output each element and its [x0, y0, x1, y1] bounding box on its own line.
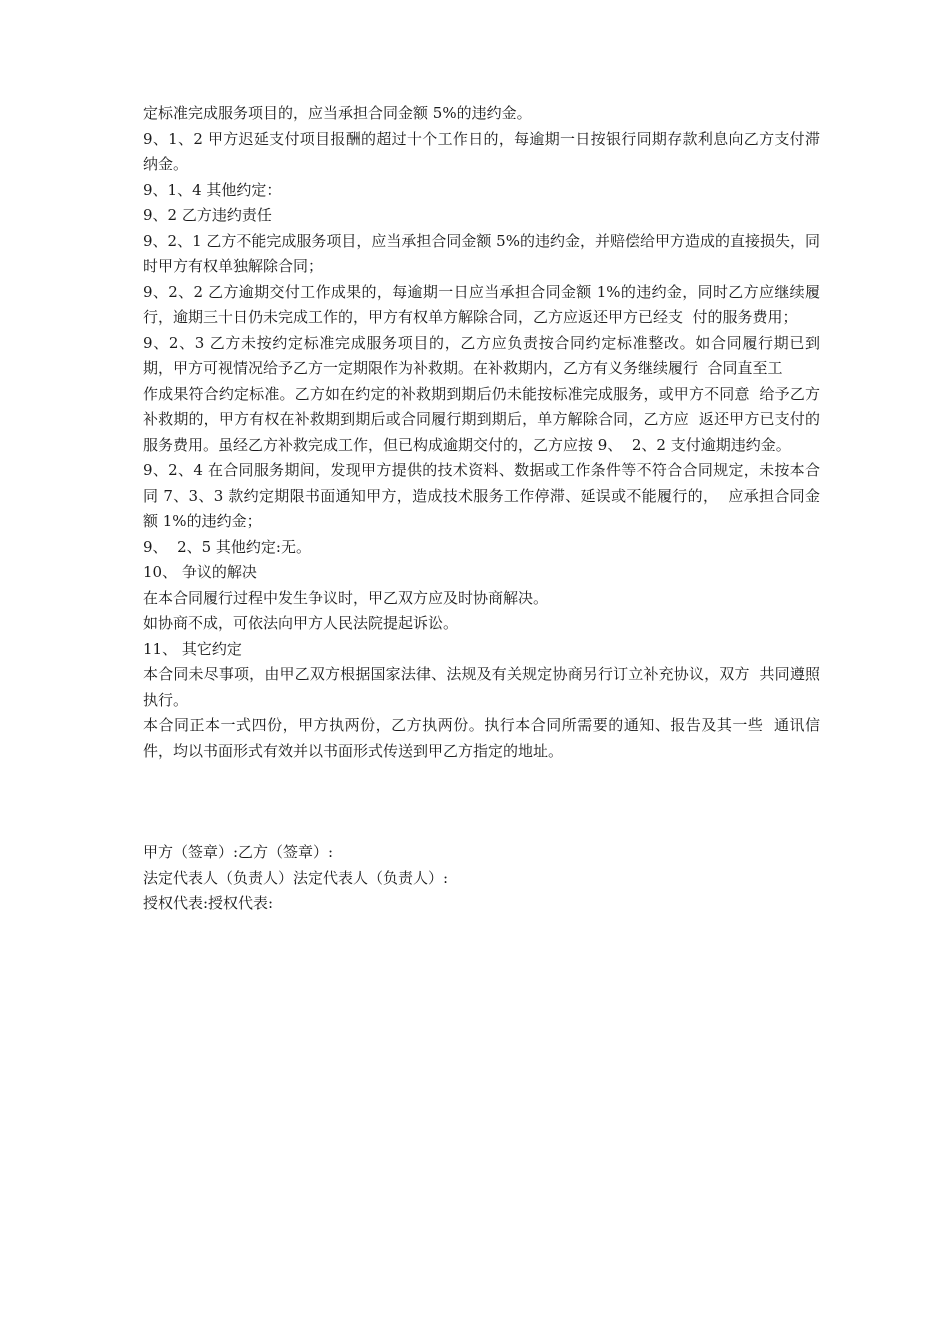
paragraph-11-2: 本合同正本一式四份，甲方执两份，乙方执两份。执行本合同所需要的通知、报告及其一些 通讯信件，均以书面形式有效并以书面形式传送到甲乙方指定的地址。 — [143, 716, 820, 760]
paragraph-9-1-1-tail: 定标准完成服务项目的，应当承担合同金额 5%的违约金。 — [143, 104, 532, 122]
paragraph-9-2-3-continued: 作成果符合约定标准。乙方如在约定的补救期到期后仍未能按标准完成服务，或甲方不同意 给予乙方补救期的，甲方有权在补救期到期后或合同履行期到期后，单方解除合同，乙方应 返还甲方已支付的服务费用。虽经乙方补救完成工作，但已构成逾期交付的，乙方应按 9、 2、2 支付逾期违约金。 — [143, 384, 820, 454]
blank-space — [143, 764, 820, 840]
paragraph-9-1-2: 9、1、2 甲方迟延支付项目报酬的超过十个工作日的，每逾期一日按银行同期存款利息向乙方支付滞纳金。 — [143, 129, 820, 173]
signature-block — [143, 840, 820, 917]
paragraph-9-2-2: 9、2、2 乙方逾期交付工作成果的，每逾期一日应当承担合同金额 1%的违约金，同时乙方应继续履行，逾期三十日仍未完成工作的，甲方有权单方解除合同，乙方应返还甲方已经支 付的服务费用； — [143, 282, 820, 326]
signature-representative-line: 法定代表人（负责人）法定代表人（负责人）: — [143, 868, 449, 887]
heading-11: 11、 其它约定 — [143, 639, 242, 658]
paragraph-11-1: 本合同未尽事项，由甲乙双方根据国家法律、法规及有关规定协商另行订立补充协议，双方 共同遵照执行。 — [143, 665, 820, 709]
paragraph-9-1-4: 9、1、4 其他约定： — [143, 180, 282, 199]
signature-authorized-line: 授权代表:授权代表: — [143, 894, 274, 912]
signature-seal-line: 甲方（签章）:乙方（签章）: — [143, 843, 334, 861]
document-page — [143, 101, 820, 917]
heading-9-2: 9、2 乙方违约责任 — [143, 206, 272, 224]
paragraph-9-2-5: 9、 2、5 其他约定:无。 — [143, 537, 311, 556]
paragraph-9-2-1: 9、2、1 乙方不能完成服务项目，应当承担合同金额 5%的违约金，并赔偿给甲方造成的直接损失，同时甲方有权单独解除合同； — [143, 231, 820, 275]
paragraph-9-2-3: 9、2、3 乙方未按约定标准完成服务项目的，乙方应负责按合同约定标准整改。如合同履行期已到期，甲方可视情况给予乙方一定期限作为补救期。在补救期内，乙方有义务继续履行 合同直至工 — [143, 333, 820, 377]
paragraph-9-2-4: 9、2、4 在合同服务期间，发现甲方提供的技术资料、数据或工作条件等不符合合同规定，未按本合同 7、3、3 款约定期限书面通知甲方，造成技术服务工作停滞、延误或不能履行的， 应承担合同金额 1%的违约金； — [143, 461, 820, 530]
paragraph-10-2: 如协商不成，可依法向甲方人民法院提起诉讼。 — [143, 614, 459, 632]
heading-10: 10、 争议的解决 — [143, 563, 257, 581]
paragraph-10-1: 在本合同履行过程中发生争议时，甲乙双方应及时协商解决。 — [143, 588, 549, 607]
